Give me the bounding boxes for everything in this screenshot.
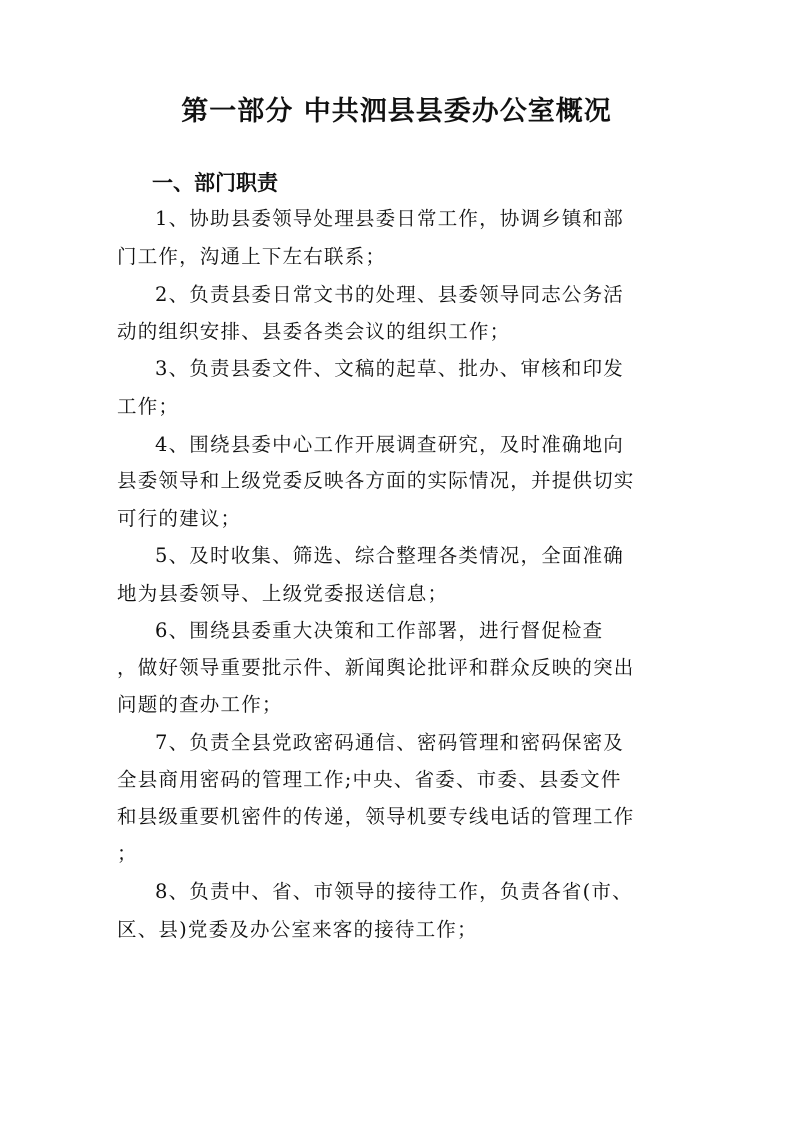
paragraph-6-line-1: 6、围绕县委重大决策和工作部署，进行督促检查 (155, 619, 604, 642)
paragraph-8-line-1: 8、负责中、省、市领导的接待工作，负责各省(市、 (155, 880, 633, 903)
paragraph-7-line-2: 全县商用密码的管理工作;中央、省委、市委、县委文件 (117, 768, 622, 791)
paragraph-2-line-1: 2、负责县委日常文书的处理、县委领导同志公务活 (155, 283, 625, 306)
paragraph-5-line-2: 地为县委领导、上级党委报送信息； (117, 582, 449, 605)
paragraph-4-line-2: 县委领导和上级党委反映各方面的实际情况，并提供切实 (117, 469, 635, 492)
paragraph-3-line-1: 3、负责县委文件、文稿的起草、批办、审核和印发 (155, 357, 625, 380)
section-heading: 一、部门职责 (152, 171, 278, 195)
paragraph-4-line-3: 可行的建议； (117, 507, 242, 530)
paragraph-8-line-2: 区、县)党委及办公室来客的接待工作； (117, 918, 478, 941)
paragraph-4-line-1: 4、围绕县委中心工作开展调查研究，及时准确地向 (155, 433, 625, 456)
paragraph-6-line-3: 问题的查办工作； (117, 693, 283, 716)
paragraph-7-line-3: 和县级重要机密件的传递，领导机要专线电话的管理工作 (117, 805, 635, 828)
paragraph-7-line-4: ； (117, 842, 138, 865)
paragraph-1-line-2: 门工作，沟通上下左右联系； (117, 245, 387, 268)
paragraph-5-line-1: 5、及时收集、筛选、综合整理各类情况，全面准确 (155, 544, 625, 567)
paragraph-7-line-1: 7、负责全县党政密码通信、密码管理和密码保密及 (155, 731, 625, 754)
page-title: 第一部分 中共泗县县委办公室概况 (181, 96, 612, 127)
paragraph-1-line-1: 1、协助县委领导处理县委日常工作，协调乡镇和部 (155, 207, 625, 230)
paragraph-6-line-2: ，做好领导重要批示件、新闻舆论批评和群众反映的突出 (117, 656, 635, 679)
paragraph-2-line-2: 动的组织安排、县委各类会议的组织工作； (117, 320, 511, 343)
paragraph-3-line-2: 工作； (117, 395, 180, 418)
